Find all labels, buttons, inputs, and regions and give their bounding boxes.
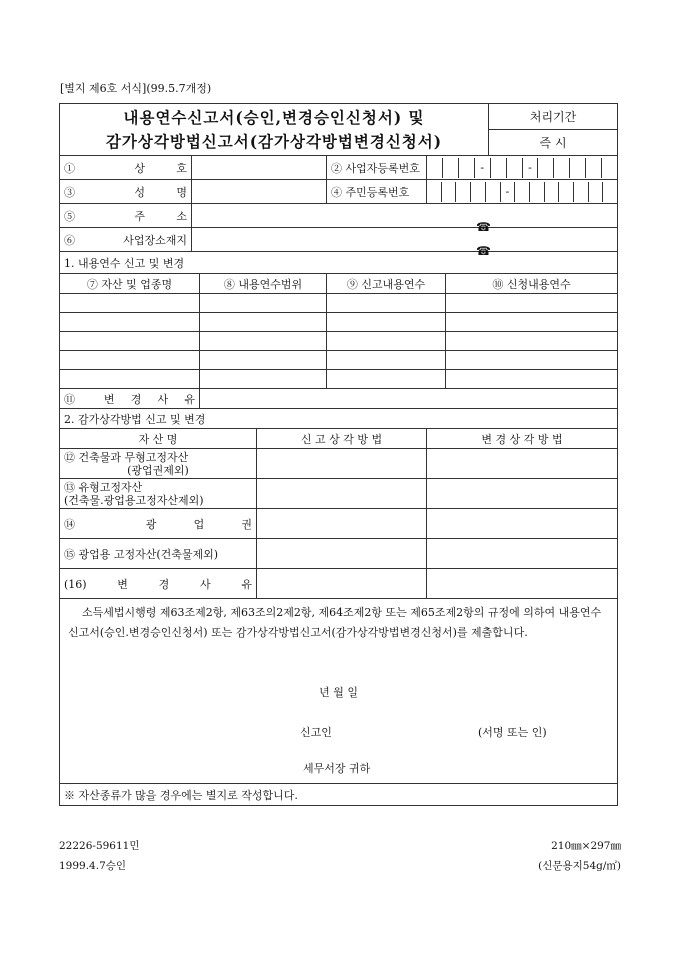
name-label: ③ 성 명: [60, 180, 192, 204]
s1-cell[interactable]: [327, 332, 446, 351]
s2-cell[interactable]: [427, 539, 618, 569]
col-reported-method: 신 고 상 각 방 법: [257, 429, 427, 449]
s2-cell[interactable]: [257, 479, 427, 509]
s2-row-label: ⑬ 유형고정자산: [64, 480, 143, 494]
s2-row-mining-assets: ⑮ 광업용 고정자산(건축물제외): [60, 539, 257, 569]
s1-cell[interactable]: [60, 370, 200, 389]
s1-cell[interactable]: [327, 351, 446, 370]
name-input[interactable]: [192, 180, 327, 204]
col-asset-industry: ⑦ 자산 및 업종명: [60, 274, 200, 294]
form-title: [60, 104, 489, 156]
title-line-2: 감가상각방법신고서(감가상각방법변경신청서): [105, 131, 443, 151]
s1-change-reason-input[interactable]: [200, 389, 618, 409]
address-input[interactable]: [192, 204, 618, 228]
s1-cell[interactable]: [60, 332, 200, 351]
phone-icon: ☎: [476, 244, 491, 258]
addressee: 세무서장 귀하: [303, 762, 371, 775]
s2-change-reason-input[interactable]: [427, 569, 618, 599]
col-reported-useful-life: ⑨ 신고내용연수: [327, 274, 446, 294]
s2-row-buildings: [60, 449, 257, 479]
title-line-1: 내용연수신고서(승인,변경승인신청서) 및: [123, 107, 425, 127]
section2-heading: 2. 감가상각방법 신고 및 변경: [60, 409, 618, 429]
s1-cell[interactable]: [60, 351, 200, 370]
s2-cell[interactable]: [427, 449, 618, 479]
col-changed-method: 변 경 상 각 방 법: [427, 429, 618, 449]
declaration-block: [60, 599, 618, 784]
form-code: 22226-59611민: [59, 840, 140, 852]
s1-cell[interactable]: [200, 332, 327, 351]
s2-row-tangible: [60, 479, 257, 509]
paper-type: (신문용지54g/㎡): [538, 860, 621, 872]
approval-date: 1999.4.7승인: [59, 860, 127, 872]
s2-row-sublabel: (건축물.광업용고정자산제외): [64, 493, 204, 507]
company-label: ① 상 호: [60, 156, 192, 180]
s1-cell[interactable]: [446, 313, 618, 332]
biz-reg-input[interactable]: - -: [427, 156, 618, 180]
s1-cell[interactable]: [446, 370, 618, 389]
reporter-label: 신고인: [300, 726, 332, 739]
section1-heading: 1. 내용연수 신고 및 변경: [60, 252, 618, 274]
s1-change-reason-label: ⑪ 변 경 사 유: [60, 389, 200, 409]
declaration-text: 소득세법시행령 제63조제2항, 제63조의2제2항, 제64조제2항 또는 제65조제2항의 규정에 의하여 내용연수신고서(승인.변경승인신청서) 또는 감가상각방법신고서(감가상각방법변경신청서)를 제출합니다.: [68, 606, 602, 639]
business-location-input[interactable]: [192, 228, 618, 252]
s1-cell[interactable]: [446, 294, 618, 313]
s1-cell[interactable]: [200, 370, 327, 389]
signature-label[interactable]: (서명 또는 인): [478, 726, 547, 739]
processing-period-value: 즉 시: [489, 130, 618, 156]
s1-cell[interactable]: [200, 294, 327, 313]
s2-cell[interactable]: [427, 479, 618, 509]
s2-cell[interactable]: [257, 509, 427, 539]
resident-no-label: ④ 주민등록번호: [327, 180, 427, 204]
biz-reg-label: ② 사업자등록번호: [327, 156, 427, 180]
s1-cell[interactable]: [200, 351, 327, 370]
phone-icon: ☎: [476, 220, 491, 234]
s1-cell[interactable]: [60, 313, 200, 332]
s1-cell[interactable]: [327, 294, 446, 313]
note: ※ 자산종류가 많을 경우에는 별지로 작성합니다.: [60, 784, 618, 806]
business-location-label: ⑥ 사업장소재지: [60, 228, 192, 252]
s2-cell[interactable]: [427, 509, 618, 539]
col-requested-useful-life: ⑩ 신청내용연수: [446, 274, 618, 294]
col-asset-name: 자 산 명: [60, 429, 257, 449]
s1-cell[interactable]: [446, 332, 618, 351]
processing-period-label: 처리기간: [489, 104, 618, 130]
address-label: ⑤ 주 소: [60, 204, 192, 228]
form-id: [별지 제6호 서식](99.5.7개정): [60, 82, 212, 95]
col-useful-life-range: ⑧ 내용연수범위: [200, 274, 327, 294]
company-input[interactable]: [192, 156, 327, 180]
s1-cell[interactable]: [327, 313, 446, 332]
s2-change-reason-input[interactable]: [257, 569, 427, 599]
paper-size: 210㎜×297㎜: [551, 840, 621, 852]
s1-cell[interactable]: [327, 370, 446, 389]
s1-cell[interactable]: [200, 313, 327, 332]
s2-cell[interactable]: [257, 449, 427, 479]
s1-cell[interactable]: [446, 351, 618, 370]
s2-row-label: ⑫ 건축물과 무형고정자산: [64, 450, 189, 464]
s2-change-reason-label: (16) 변 경 사 유: [60, 569, 257, 599]
resident-no-input[interactable]: -: [427, 180, 618, 204]
s2-cell[interactable]: [257, 539, 427, 569]
date-line: 년 월 일: [319, 686, 358, 699]
report-form: [59, 103, 618, 806]
s1-cell[interactable]: [60, 294, 200, 313]
s2-row-mining-rights: ⑭ 광 업 권: [60, 509, 257, 539]
s2-row-sublabel: (광업권제외): [127, 463, 189, 477]
